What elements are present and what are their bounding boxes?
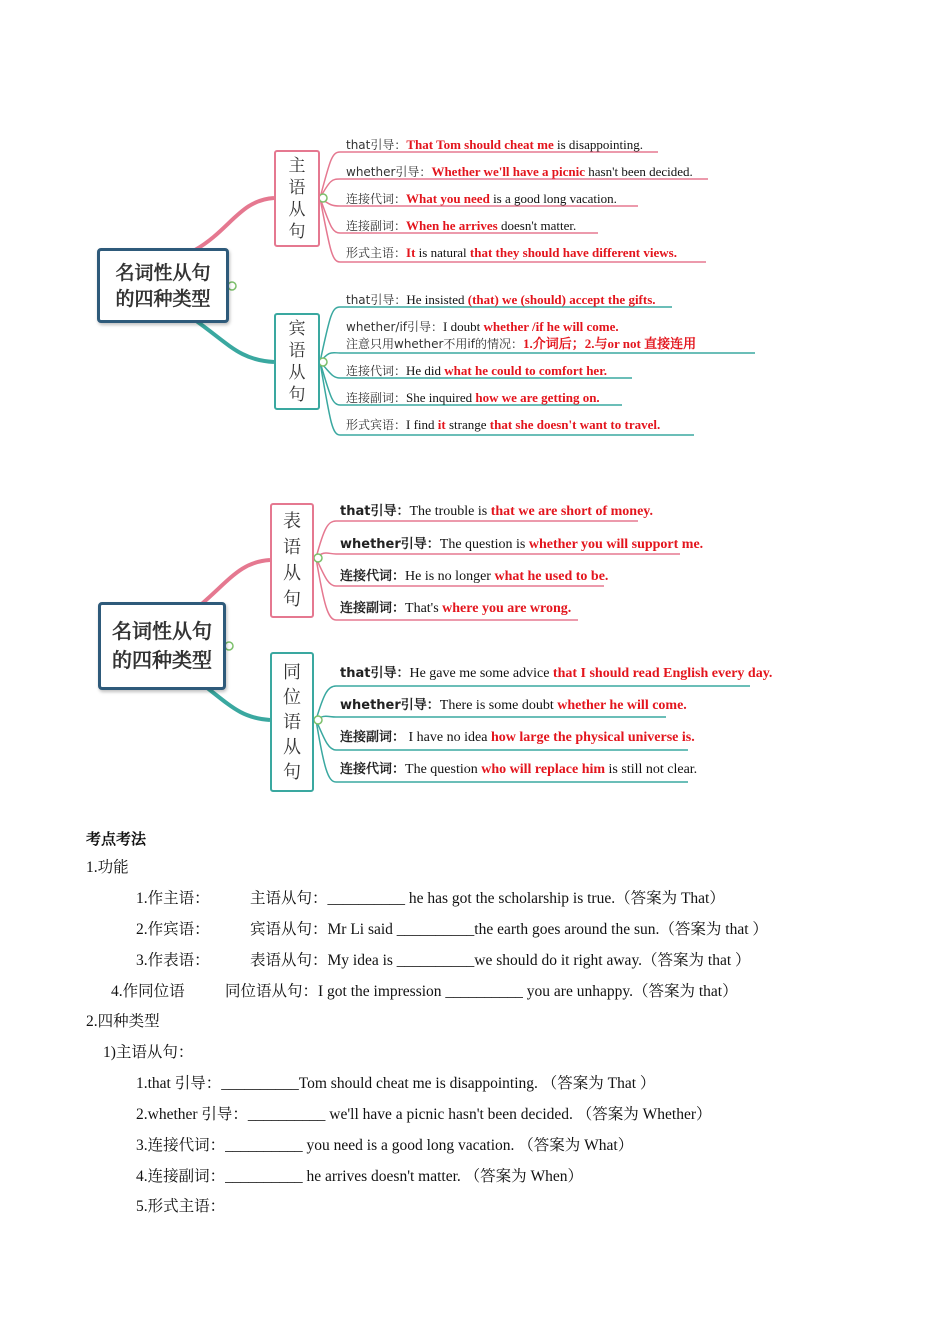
leaf-normal: is still not clear. <box>605 762 698 777</box>
leaf-key: 连接代词： <box>346 192 407 206</box>
leaf-key: whether引导： <box>346 165 432 179</box>
mindmap-2-root <box>98 602 226 690</box>
leaf-red: where you are wrong. <box>442 601 572 616</box>
leaf-normal: I find <box>406 417 438 432</box>
leaf-red: whether you will support me. <box>528 537 704 552</box>
leaf-normal: I doubt <box>443 319 484 334</box>
leaf-red: When he arrives <box>406 218 498 233</box>
leaf-key: 注意只用whether不用if的情况： <box>346 337 523 351</box>
leaf-normal: He insisted <box>406 292 468 307</box>
leaf-key: that引导： <box>346 293 407 307</box>
leaf-red: whether he will come. <box>557 698 687 713</box>
leaf-red: whether /if he will come. <box>483 319 619 334</box>
func-label: 4.作同位语 <box>111 983 185 1000</box>
root-line-1: 名词性从句 <box>115 261 211 284</box>
leaf-red: It <box>406 245 416 260</box>
leaf-normal: doesn't matter. <box>497 218 577 233</box>
leaf-normal: There is some doubt <box>439 698 558 713</box>
leaf-key: 连接副词： <box>346 219 407 233</box>
leaf-red: it <box>437 417 446 432</box>
leaf-normal: He is no longer <box>405 569 495 584</box>
root-line-2: 的四种类型 <box>115 287 211 310</box>
branch-char: 从 <box>283 562 301 584</box>
func-label: 1.作主语： <box>136 890 210 907</box>
heading-function: 1.功能 <box>86 859 129 876</box>
leaf-red: What you need <box>406 191 490 206</box>
leaf-key: whether引导： <box>340 698 440 713</box>
leaf-predicative-adverb <box>340 600 571 617</box>
branch-char: 语 <box>288 340 306 361</box>
leaf-red: that she doesn't want to travel. <box>489 417 661 432</box>
branch-char: 宾 <box>288 318 306 339</box>
exercise-item: 4.连接副词：__________ he arrives doesn't matter. （答案为 When） <box>136 1168 584 1185</box>
leaf-normal: hasn't been decided. <box>585 164 693 179</box>
leaf-red: what he used to be. <box>494 569 609 584</box>
leaf-key: that引导： <box>340 504 410 519</box>
branch-char: 句 <box>283 761 301 783</box>
exercise-item: 5.形式主语： <box>136 1198 226 1215</box>
leaf-normal: He did <box>406 363 445 378</box>
branch-char: 句 <box>288 384 306 405</box>
leaf-key: that引导： <box>340 666 410 681</box>
branch-char: 句 <box>283 588 301 610</box>
func-example: 宾语从句：Mr Li said __________the earth goes around the sun.（答案为 that ） <box>250 921 768 938</box>
leaf-red: how large the physical universe is. <box>490 730 695 745</box>
branch-char: 句 <box>288 221 306 242</box>
root-line-1: 名词性从句 <box>112 619 212 643</box>
leaf-predicative-whether <box>340 536 703 553</box>
leaf-key: that引导： <box>346 138 407 152</box>
func-example: 表语从句：My idea is __________we should do it right away.（答案为 that ） <box>250 952 751 969</box>
leaf-red: what he could to comfort her. <box>444 363 608 378</box>
branch-char: 语 <box>283 711 301 733</box>
func-example: 主语从句：__________ he has got the scholarship is true.（答案为 That） <box>250 890 725 907</box>
section-title: 考点考法 <box>86 830 147 848</box>
func-example: 同位语从句：I got the impression __________ you are unhappy.（答案为 that） <box>225 983 738 1000</box>
leaf-appositive-whether <box>340 697 687 714</box>
leaf-red: who will replace him <box>481 762 606 777</box>
leaf-red: that I should read English every day. <box>552 666 773 681</box>
leaf-normal: strange <box>445 417 490 432</box>
branch-char: 位 <box>283 686 301 708</box>
leaf-normal: She inquired <box>406 390 476 405</box>
leaf-key: 形式主语： <box>346 246 407 260</box>
branch-char: 从 <box>288 199 306 220</box>
leaf-predicative-pronoun <box>340 568 608 585</box>
leaf-key: 连接代词： <box>340 762 406 777</box>
leaf-appositive-that <box>340 665 772 682</box>
leaf-normal: The question is <box>439 537 529 552</box>
leaf-red: that they should have different views. <box>469 245 677 260</box>
branch-char: 从 <box>283 736 301 758</box>
leaf-key: 连接代词： <box>340 569 406 584</box>
branch-char: 表 <box>283 510 301 532</box>
exercise-item: 2.whether 引导：__________ we'll have a picnic hasn't been decided. （答案为 Whether） <box>136 1106 712 1123</box>
leaf-predicative-that <box>340 503 653 520</box>
leaf-appositive-pronoun <box>340 761 697 778</box>
func-label: 2.作宾语： <box>136 921 210 938</box>
branch-char: 语 <box>283 536 301 558</box>
leaf-red: Whether we'll have a picnic <box>431 164 586 179</box>
leaf-red: That Tom should cheat me <box>406 137 554 152</box>
leaf-normal: That's <box>405 601 443 616</box>
branch-char: 主 <box>288 155 306 176</box>
leaf-normal: I have no idea <box>405 730 491 745</box>
exercise-item: 3.连接代词：__________ you need is a good long vacation. （答案为 What） <box>136 1137 634 1154</box>
leaf-normal: is a good long vacation. <box>489 191 617 206</box>
leaf-red: 1.介词后；2.与or not 直接连用 <box>523 336 697 351</box>
leaf-key: 连接副词： <box>340 601 406 616</box>
leaf-red: that we are short of money. <box>490 504 654 519</box>
leaf-key: whether引导： <box>340 537 440 552</box>
leaf-normal: is disappointing. <box>553 137 643 152</box>
leaf-key: whether/if引导： <box>346 320 444 334</box>
leaf-key: 连接代词： <box>346 364 407 378</box>
exercise-item: 1.that 引导：__________Tom should cheat me is disappointing. （答案为 That ） <box>136 1075 656 1092</box>
leaf-normal: is natural <box>415 245 470 260</box>
heading-four-types: 2.四种类型 <box>86 1013 160 1030</box>
leaf-key: 连接副词： <box>340 730 406 745</box>
leaf-red: (that) we (should) accept the gifts. <box>467 292 656 307</box>
branch-char: 从 <box>288 362 306 383</box>
func-label: 3.作表语： <box>136 952 210 969</box>
leaf-appositive-adverb <box>340 729 695 746</box>
root-line-2: 的四种类型 <box>112 648 212 672</box>
leaf-normal: He gave me some advice <box>409 666 553 681</box>
leaf-normal: The question <box>405 762 482 777</box>
subheading-subject-clause: 1)主语从句： <box>103 1044 194 1061</box>
leaf-key: 连接副词： <box>346 391 407 405</box>
branch-char: 同 <box>283 661 301 683</box>
branch-predicative-clause <box>270 503 314 618</box>
leaf-red: how we are getting on. <box>475 390 600 405</box>
branch-appositive-clause <box>270 652 314 792</box>
leaf-key: 形式宾语： <box>346 418 407 432</box>
branch-char: 语 <box>288 177 306 198</box>
leaf-normal: The trouble is <box>409 504 491 519</box>
